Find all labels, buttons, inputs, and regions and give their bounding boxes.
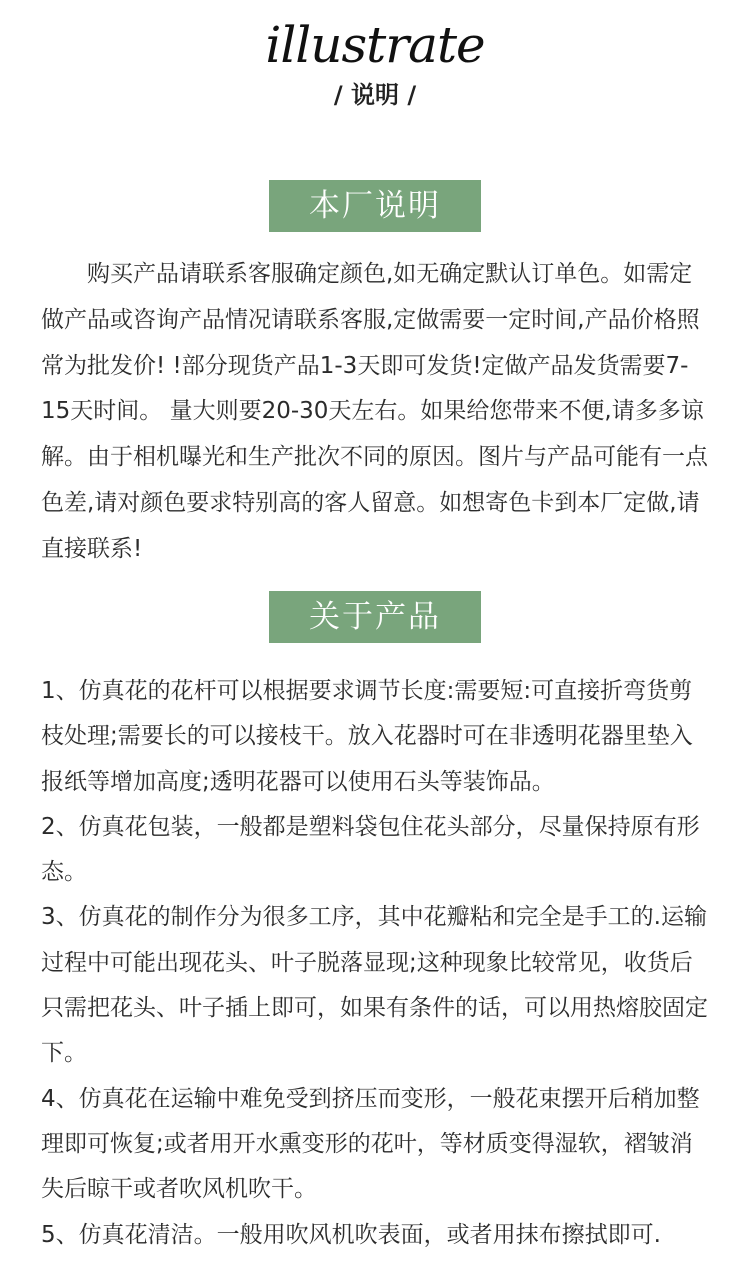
list-item: 5、仿真花清洁。一般用吹风机吹表面，或者用抹布擦拭即可. bbox=[41, 1221, 661, 1248]
factory-notes-paragraph: 购买产品请联系客服确定颜色,如无确定默认订单色。如需定做产品或咨询产品情况请联系客服,定做需要一定时间,产品价格照常为批发价! !部分现货产品1-3天即可发货!定做产品发货需要7-15天时间。 量大则要20-30天左右。如果给您带来不便,请多多谅解。由于相机曝光和生产批次不同的原因。图片与产品可能有一点色差,请对颜色要求特别高的客人留意。如想寄色卡到本厂定做,请直接联系! bbox=[41, 261, 708, 562]
section-title-factory-notes: 本厂说明 bbox=[269, 180, 481, 232]
page-subtitle: / 说明 / bbox=[333, 81, 417, 109]
list-item: 4、仿真花在运输中难免受到挤压而变形，一般花束摆开后稍加整理即可恢复;或者用开水熏变形的花叶，等材质变得湿软，褶皱消失后晾干或者吹风机吹干。 bbox=[41, 1085, 700, 1203]
list-item: 1、仿真花的花杆可以根据要求调节长度:需要短:可直接折弯货剪枝处理;需要长的可以接枝干。放入花器时可在非透明花器里垫入报纸等增加高度;透明花器可以使用石头等装饰品。 bbox=[41, 678, 693, 795]
section-title-about-products: 关于产品 bbox=[269, 591, 481, 643]
page-title: illustrate bbox=[265, 16, 485, 74]
page-header bbox=[0, 16, 750, 110]
list-item: 2、仿真花包装，一般都是塑料袋包住花头部分，尽量保持原有形态。 bbox=[41, 813, 700, 886]
list-item: 3、仿真花的制作分为很多工序，其中花瓣粘和完全是手工的.运输过程中可能出现花头、叶子脱落显现;这种现象比较常见，收货后只需把花头、叶子插上即可，如果有条件的话，可以用热熔胶固定下。 bbox=[41, 904, 708, 1067]
product-notes-list bbox=[41, 669, 709, 1258]
